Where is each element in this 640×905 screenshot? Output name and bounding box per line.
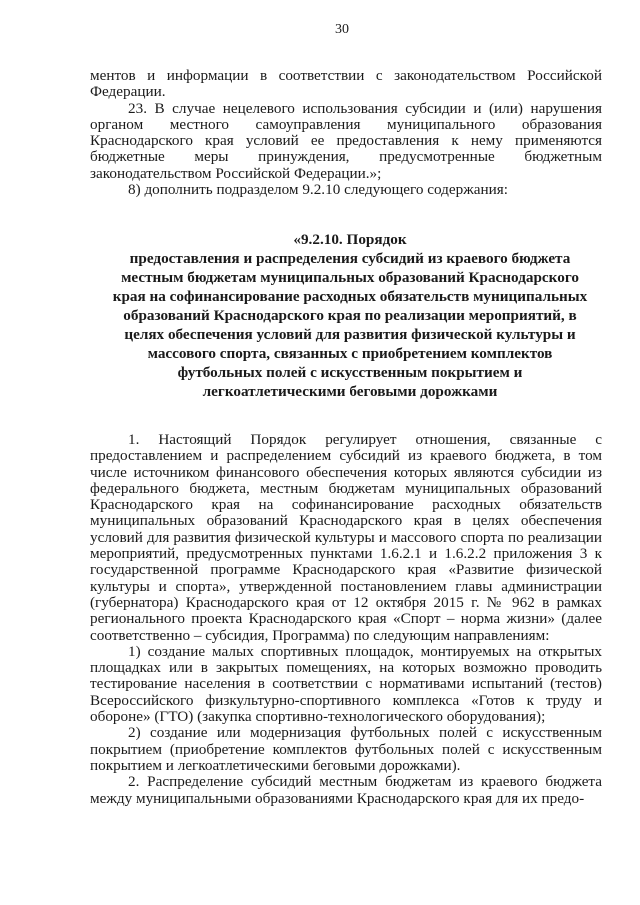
page-number: 30 bbox=[335, 22, 349, 37]
intro-text-block bbox=[90, 68, 602, 198]
paragraph-continuation: ментов и информации в соответствии с законодательством Российской Федерации. bbox=[90, 67, 602, 101]
paragraph-item-23: 23. В случае нецелевого использования субсидии и (или) нарушения органом местного самоуправления муниципального образования Краснодарского края условий ее предоставления к нему применяются бюджетные меры принуждения, предусмотренные бюджетным законодательством Российской Федерации.»; bbox=[90, 99, 602, 182]
paragraph-2: 2. Распределение субсидий местным бюджетам из краевого бюджета между муниципальными образованиями Краснодарского края для их предо- bbox=[90, 773, 602, 807]
list-item-1: 1) создание малых спортивных площадок, монтируемых на открытых площадках или в закрытых помещениях, на которых возможно проводить тестирование населения в соответствии с нормативами испытаний (тестов) Всероссийского физкультурно-спортивного комплекса «Готов к труду и обороне» (ГТО) (закупка спортивно-технологического оборудования); bbox=[90, 642, 602, 726]
list-item-2: 2) создание или модернизация футбольных полей с искусственным покрытием (приобретение комплектов футбольных полей с искусственным покрытием и легкоатлетическими беговыми дорожками). bbox=[90, 724, 602, 774]
section-number-line: «9.2.10. Порядок bbox=[293, 231, 407, 248]
paragraph-1: 1. Настоящий Порядок регулирует отношения, связанные с предоставлением и распределением субсидий из краевого бюджета, в том числе источником финансового обеспечения которых являются субсидии из федерального бюджета, местным бюджетам муниципальных образований Краснодарского края на софинансирование расходных обязательств муниципальных образований Краснодарского края в целях обеспечения условий для развития физической культуры и массового спорта по реализации мероприятий, предусмотренных пунктами 1.6.2.1 и 1.6.2.2 приложения 3 к государственной программе Краснодарского края «Развитие физической культуры и спорта», утвержденной постановлением главы администрации (губернатора) Краснодарского края от 12 октября 2015 г. № 962 в рамках регионального проекта Краснодарского края «Спорт – норма жизни» (далее соответственно – субсидия, Программа) по следующим направлениям: bbox=[90, 431, 602, 644]
section-heading bbox=[110, 230, 590, 401]
paragraph-amendment-8: 8) дополнить подразделом 9.2.10 следующего содержания: bbox=[128, 181, 508, 199]
section-title: предоставления и распределения субсидий из краевого бюджета местным бюджетам муниципальных образований Краснодарского края на софинансирование расходных обязательств муниципальных образований Краснодарского края по реализации мероприятий, в целях обеспечения условий для развития физической культуры и массового спорта, связанных с приобретением комплектов футбольных полей с искусственным покрытием и легкоатлетическими беговыми дорожками bbox=[112, 250, 588, 400]
main-text-block bbox=[90, 432, 602, 807]
